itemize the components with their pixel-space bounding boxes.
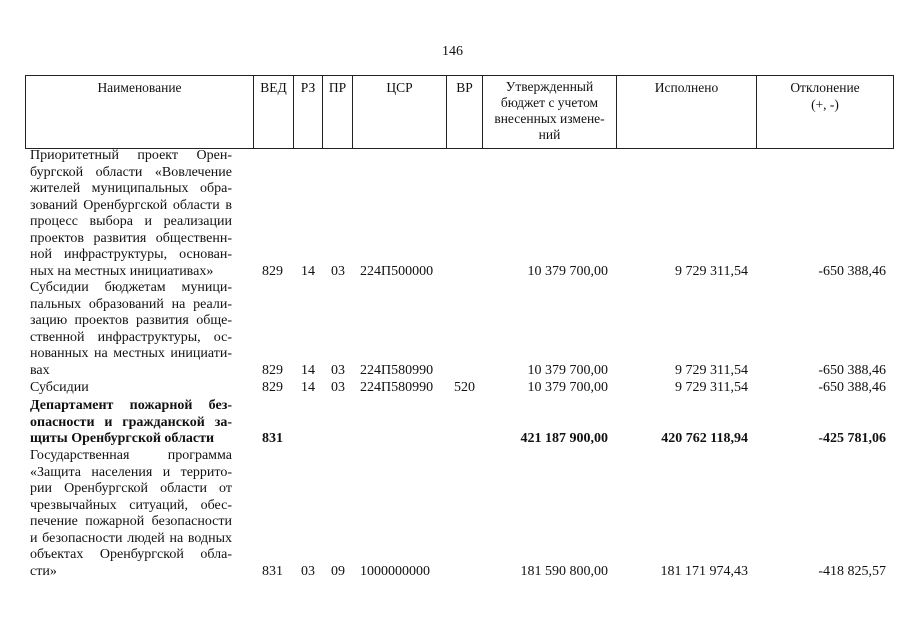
column-header-executed: Исполнено [616,76,756,148]
cell-name-line: бургской области «Вовлечение [30,164,232,180]
cell-ved: 831 [262,431,283,446]
column-header-rz: РЗ [293,76,322,148]
column-header-pr: ПР [322,76,352,148]
column-header-approved-line: внесенных измене- [494,111,605,126]
cell-ved: 829 [262,380,283,395]
cell-rz: 03 [301,563,315,579]
cell-name-line: Департамент пожарной без- [30,398,232,413]
cell-name-line: Субсидии [30,380,89,395]
cell-rz: 14 [301,380,315,395]
cell-name-line: процесс выбора и реализации [30,214,232,229]
table-row [30,280,890,379]
column-header-name: Наименование [97,80,182,95]
cell-approved: 10 379 700,00 [527,362,608,378]
cell-executed: 9 729 311,54 [675,380,748,395]
cell-approved: 421 187 900,00 [520,431,608,446]
page-number: 146 [442,44,463,59]
table-row [30,448,890,580]
cell-deviation: -425 781,06 [818,431,886,446]
cell-name-line: щиты Оренбургской области [30,431,215,446]
cell-ved: 829 [262,362,283,378]
cell-executed: 9 729 311,54 [675,263,748,279]
cell-deviation: -650 388,46 [818,362,886,378]
cell-approved: 10 379 700,00 [527,263,608,279]
column-header-approved [482,76,616,148]
column-header-deviation-line: (+, -) [811,97,839,112]
cell-name-line: Субсидии бюджетам муници- [30,280,232,295]
cell-deviation: -418 825,57 [818,563,886,579]
column-header-approved-line: Утвержденный [505,79,594,94]
cell-pr: 03 [331,362,345,378]
cell-name [30,448,232,580]
cell-name-line: проектов развития общественн- [30,230,232,246]
cell-name-line: пальных образований на реали- [30,296,232,312]
cell-name-line: чрезвычайных ситуаций, обес- [30,497,232,513]
column-header-deviation [756,76,893,148]
cell-csr: 224П580990 [360,362,434,378]
cell-csr: 224П580990 [360,380,434,395]
cell-csr: 1000000000 [360,563,430,579]
cell-name-line: и безопасности людей на водных [30,530,232,546]
cell-csr: 224П500000 [360,263,434,279]
cell-deviation: -650 388,46 [818,263,886,279]
cell-rz: 14 [301,263,315,279]
column-header-deviation-line: Отклонение [790,80,860,95]
cell-name-line: жителей муниципальных обра- [30,181,232,196]
cell-name-line: рии Оренбургской области от [30,481,232,496]
table-row [30,148,890,280]
cell-name [30,398,232,448]
cell-name-line: вах [30,362,50,378]
cell-name-line: печение пожарной безопасности [30,514,232,529]
cell-executed: 181 171 974,43 [660,563,748,579]
cell-rz: 14 [301,362,315,378]
column-header-vr: ВР [446,76,482,148]
cell-name-line: ной инфраструктуры, основан- [30,247,232,262]
cell-name [30,280,232,379]
cell-name [30,380,232,397]
table-row [30,380,890,397]
cell-name-line: нованных на местных инициати- [30,346,232,361]
cell-name-line: «Защита населения и террито- [30,464,232,480]
column-header-csr: ЦСР [352,76,446,148]
cell-approved: 181 590 800,00 [520,563,608,579]
cell-name [30,148,232,280]
cell-deviation: -650 388,46 [818,380,886,395]
cell-ved: 831 [262,563,283,579]
cell-vr: 520 [454,380,475,395]
table-header [25,75,894,149]
column-header-approved-line: ний [538,127,561,142]
cell-name-line: опасности и гражданской за- [30,414,232,430]
cell-executed: 420 762 118,94 [661,431,748,446]
cell-name-line: ственной инфраструктуры, ос- [30,329,232,345]
cell-name-line: сти» [30,563,57,579]
cell-name-line: Приоритетный проект Орен- [30,148,232,163]
cell-pr: 09 [331,563,345,579]
cell-name-line: ных на местных инициативах» [30,263,214,279]
cell-name-line: зований Оренбургской области в [30,197,232,213]
table-row [30,398,890,448]
cell-pr: 03 [331,263,345,279]
cell-name-line: объектах Оренбургской обла- [30,547,232,562]
cell-approved: 10 379 700,00 [527,380,608,395]
cell-pr: 03 [331,380,345,395]
cell-name-line: Государственная программа [30,448,232,463]
cell-executed: 9 729 311,54 [675,362,748,378]
cell-ved: 829 [262,263,283,279]
cell-name-line: зацию проектов развития обще- [30,313,232,328]
column-header-ved: ВЕД [253,76,293,148]
column-header-approved-line: бюджет с учетом [500,95,599,110]
